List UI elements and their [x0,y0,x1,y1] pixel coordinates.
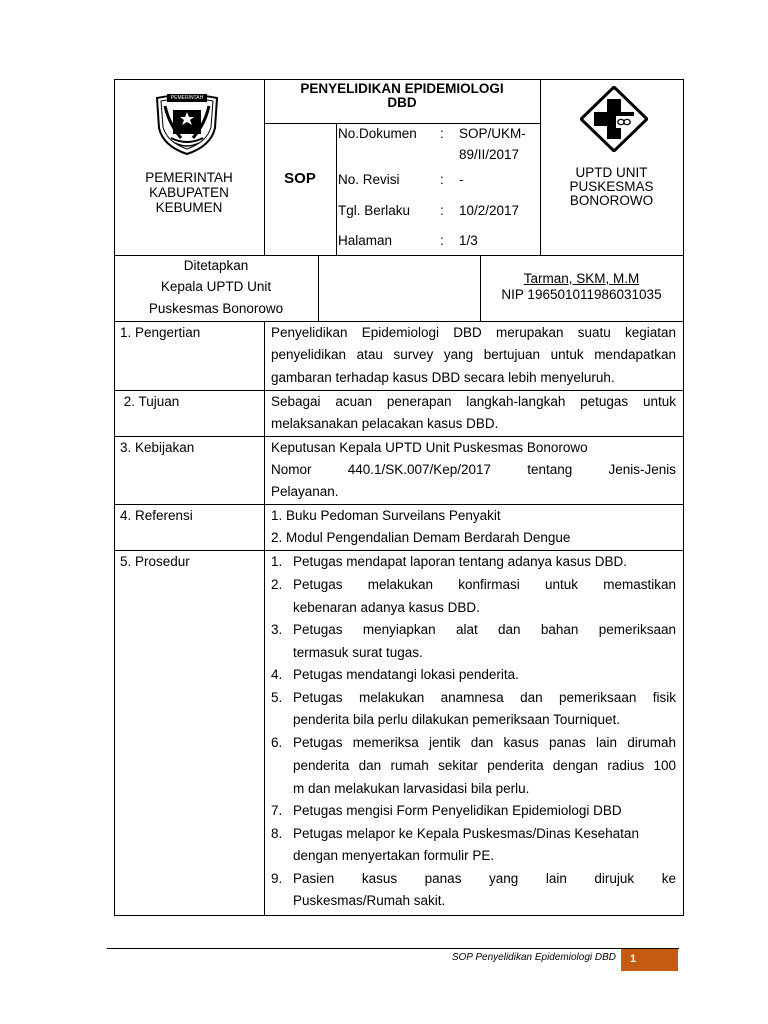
procedure-number: 7. [271,803,283,818]
procedure-number: 4. [271,667,283,682]
signatory-nip: NIP 196501011986031035 [501,287,662,302]
procedure-text-line: Petugas memeriksa jentik dan kasus panas lain dirumah [293,735,676,750]
procedure-number: 3. [271,622,283,637]
field-label-no-revisi: No. Revisi [338,172,400,187]
procedure-text-line: m dan melakukan larvasidasi bila perlu. [293,781,530,796]
procedure-text-line: termasuk surat tugas. [293,645,423,660]
field-separator: : [440,233,444,248]
field-separator: : [440,126,444,141]
crest-banner-text: PEMERINTAH [170,95,204,101]
procedure-number: 1. [271,554,283,569]
procedure-text-line: Petugas melapor ke Kepala Puskesmas/Dinas Kesehatan [293,826,639,841]
section-label-tujuan: 2. Tujuan [120,394,180,409]
approval-line-2: Kepala UPTD Unit [160,279,272,294]
procedure-text-line: Puskesmas/Rumah sakit. [293,893,446,908]
section-text-line: penyelidikan atau survey yang bertujuan untuk mendapatkan [271,347,676,362]
approval-line-1: Ditetapkan [183,258,249,273]
field-value-tgl-berlaku: 10/2/2017 [459,203,520,218]
right-org-line-1: UPTD UNIT [575,165,648,180]
section-label-pengertian: 1. Pengertian [120,325,201,340]
sop-label: SOP [284,170,316,187]
right-org-line-2: PUSKESMAS [569,179,654,194]
left-org-line-1: PEMERINTAH [145,170,233,185]
kebumen-crest-icon [151,90,223,156]
section-text-line: melaksanakan pelacakan kasus DBD. [271,416,499,431]
document-title-line-1: PENYELIDIKAN EPIDEMIOLOGI [300,81,504,96]
field-value-halaman: 1/3 [459,233,478,248]
section-text-line: Penyelidikan Epidemiologi DBD merupakan suatu kegiatan [271,325,676,340]
field-separator: : [440,172,444,187]
signatory-name: Tarman, SKM, M.M [523,271,640,286]
field-label-halaman: Halaman [338,233,393,248]
footer-title: SOP Penyelidikan Epidemiologi DBD [451,952,616,963]
procedure-number: 8. [271,826,283,841]
section-label-referensi: 4. Referensi [120,508,193,523]
section-label-kebijakan: 3. Kebijakan [120,440,195,455]
field-value-no-revisi: - [459,172,464,187]
document-title-line-2: DBD [387,95,417,110]
footer-divider [107,948,679,949]
field-separator: : [440,203,444,218]
procedure-text-line: kebenaran adanya kasus DBD. [293,600,480,615]
procedure-text-line: Pasien kasus panas yang lain dirujuk ke [293,871,676,886]
left-org-line-3: KEBUMEN [155,200,223,215]
procedure-text-line: Petugas melakukan konfirmasi untuk memastikan [293,577,676,592]
procedure-text-line: Petugas mendatangi lokasi penderita. [293,667,519,682]
procedure-text-line: penderita dan rumah sekitar penderita dengan radius 100 [293,758,676,773]
approval-line-3: Puskesmas Bonorowo [148,301,284,316]
field-value-no-dokumen-1: SOP/UKM- [459,126,526,141]
reference-item: 1. Buku Pedoman Surveilans Penyakit [271,508,501,523]
procedure-text-line: Petugas menyiapkan alat dan bahan pemeriksaan [293,622,676,637]
section-label-prosedur: 5. Prosedur [120,554,190,569]
procedure-text-line: dengan menyertakan formulir PE. [293,848,495,863]
field-label-no-dokumen: No.Dokumen [338,126,417,141]
right-org-line-3: BONOROWO [569,193,654,208]
page-number: 1 [630,953,637,965]
procedure-number: 5. [271,690,283,705]
field-label-tgl-berlaku: Tgl. Berlaku [338,203,411,218]
procedure-number: 2. [271,577,283,592]
procedure-text-line: Petugas mendapat laporan tentang adanya kasus DBD. [293,554,627,569]
section-text-line: Keputusan Kepala UPTD Unit Puskesmas Bonorowo [271,440,588,455]
section-text-line: gambaran terhadap kasus DBD secara lebih menyeluruh. [271,370,615,385]
procedure-text-line: Petugas mengisi Form Penyelidikan Epidemiologi DBD [293,803,622,818]
procedure-number: 9. [271,871,283,886]
procedure-text-line: Petugas melakukan anamnesa dan pemeriksaan fisik [293,690,676,705]
left-org-line-2: KABUPATEN [149,185,229,200]
puskesmas-logo-icon [580,86,648,152]
section-text-line: Sebagai acuan penerapan langkah-langkah petugas untuk [271,394,676,409]
section-text-line: Pelayanan. [271,484,339,499]
procedure-text-line: penderita bila perlu dilakukan pemeriksaan Tourniquet. [293,712,620,727]
field-value-no-dokumen-2: 89/II/2017 [459,147,520,162]
procedure-number: 6. [271,735,283,750]
reference-item: 2. Modul Pengendalian Demam Berdarah Dengue [271,530,571,545]
section-text-line: Nomor 440.1/SK.007/Kep/2017 tentang Jenis-Jenis [271,462,676,477]
